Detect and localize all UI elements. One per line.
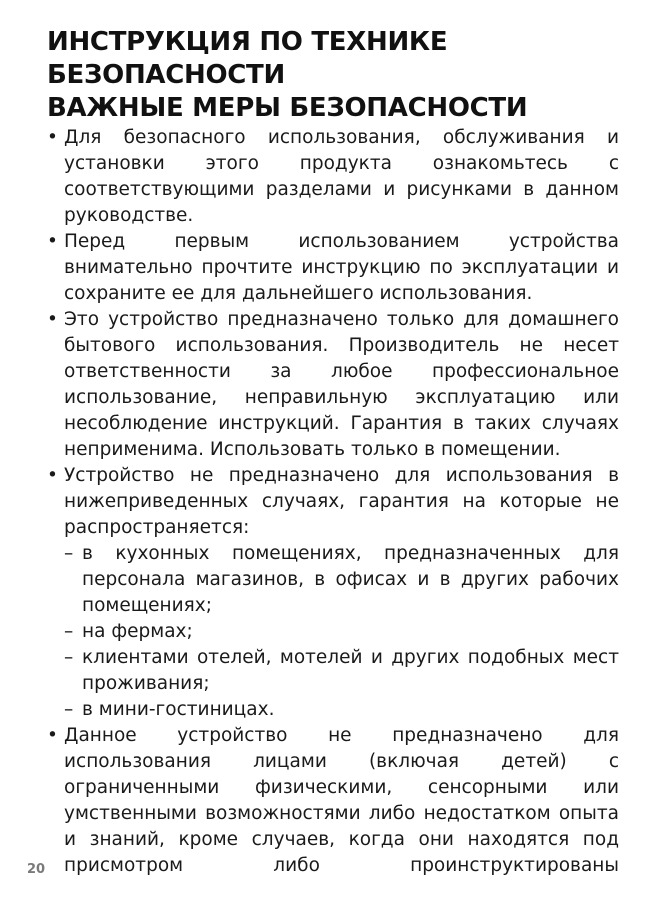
sublist-item-text: клиентами отелей, мотелей и других подобных мест проживания; [82, 647, 619, 694]
list-item [47, 723, 619, 879]
page-number: 20 [27, 862, 46, 877]
page-title [47, 26, 619, 125]
bullet-marker: • [47, 465, 58, 486]
title-line-1: ИНСТРУКЦИЯ ПО ТЕХНИКЕ [47, 27, 448, 57]
bullet-marker: • [47, 309, 58, 330]
title-line-3: ВАЖНЫЕ МЕРЫ БЕЗОПАСНОСТИ [47, 93, 528, 123]
sublist-item [47, 697, 619, 723]
sublist-item [47, 619, 619, 645]
sublist-item-text: на фермах; [82, 621, 193, 642]
list-item-text: Данное устройство не предназначено для использования лицами (включая детей) с ограниченными физическими, сенсорными или умственными возможностями либо недостатком опыта и знаний, кроме случаев, когда они находятся под присмотром либо проинструктированы [64, 725, 619, 876]
exclusions-sublist [47, 541, 619, 723]
list-item-text: Устройство не предназначено для использования в нижеприведенных случаях, гарантия на которые не распространяется: [64, 465, 619, 538]
dash-marker: – [64, 647, 74, 668]
list-item-text: Это устройство предназначено только для домашнего бытового использования. Производитель не несет ответственности за любое профессиональное использование, неправильную эксплуатацию или несоблюдение инструкций. Гарантия в таких случаях неприменима. Использовать только в помещении. [64, 309, 619, 460]
list-item [47, 125, 619, 229]
bullet-marker: • [47, 725, 58, 746]
dash-marker: – [64, 543, 74, 564]
bullet-marker: • [47, 231, 58, 252]
list-item [47, 229, 619, 307]
title-line-2: БЕЗОПАСНОСТИ [47, 60, 285, 90]
list-item [47, 307, 619, 463]
list-item-text: Для безопасного использования, обслуживания и установки этого продукта ознакомьтесь с соответствующими разделами и рисунками в данном руководстве. [64, 127, 619, 226]
safety-list [47, 125, 619, 879]
document-page [47, 26, 619, 879]
list-item [47, 463, 619, 723]
list-item-text: Перед первым использованием устройства внимательно прочтите инструкцию по эксплуатации и сохраните ее для дальнейшего использования. [64, 231, 619, 304]
dash-marker: – [64, 699, 74, 720]
dash-marker: – [64, 621, 74, 642]
bullet-marker: • [47, 127, 58, 148]
sublist-item-text: в кухонных помещениях, предназначенных для персонала магазинов, в офисах и в других рабочих помещениях; [82, 543, 619, 616]
sublist-item [47, 645, 619, 697]
sublist-item [47, 541, 619, 619]
sublist-item-text: в мини-гостиницах. [82, 699, 275, 720]
